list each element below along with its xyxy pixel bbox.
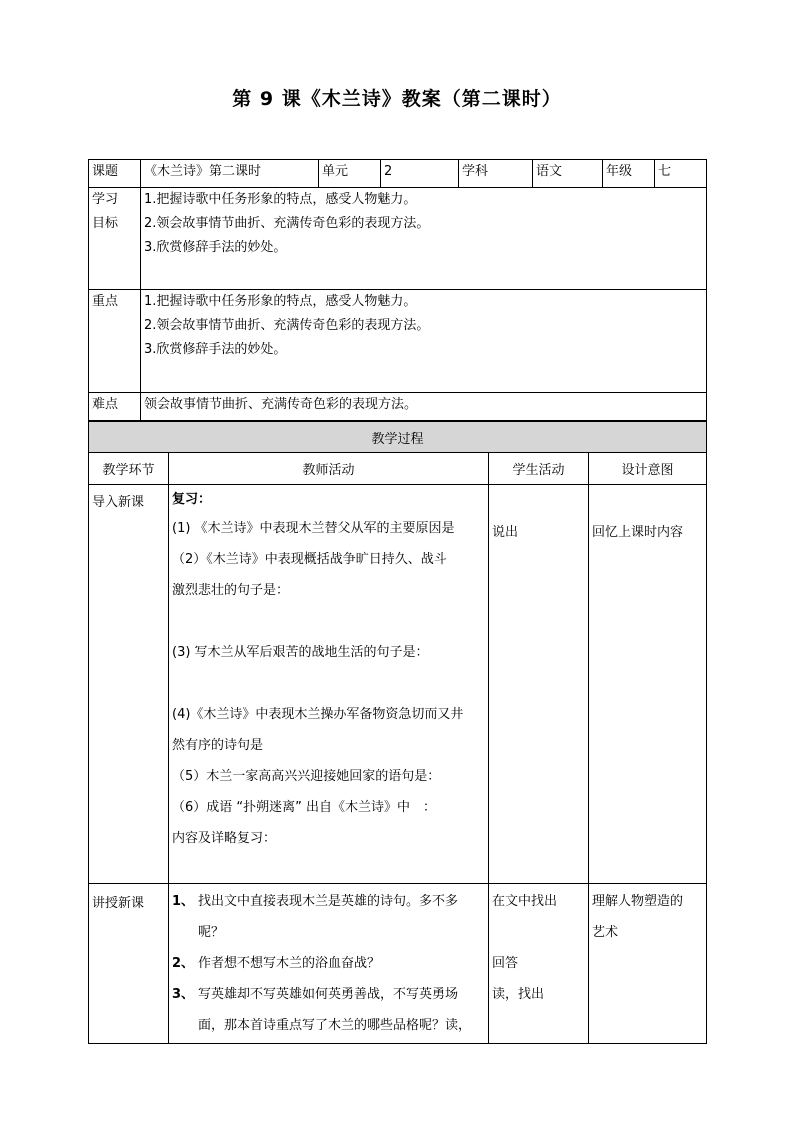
column-header: 学生活动 xyxy=(489,453,589,485)
new-lesson-teacher-activity xyxy=(169,884,489,1044)
page-title: 第 9 课《木兰诗》教案（第二课时） xyxy=(232,88,562,110)
process-column-headers xyxy=(89,453,707,485)
key-points-row xyxy=(89,290,707,393)
review-heading: 复习： xyxy=(172,492,212,507)
key-points-content xyxy=(141,290,707,393)
question-line: (1) 《木兰诗》中表现木兰替父从军的主要原因是 xyxy=(172,521,455,536)
goal-item: 1.把握诗歌中任务形象的特点，感受人物魅力。 xyxy=(144,192,417,207)
goal-item: 3.欣赏修辞手法的妙处。 xyxy=(144,240,287,255)
info-row xyxy=(89,160,707,188)
task-item: 3、 写英雄却不写英雄如何英勇善战，不写英勇场 xyxy=(172,987,459,1002)
teaching-process-table xyxy=(88,421,707,1044)
key-point-item: 2.领会故事情节曲折、充满传奇色彩的表现方法。 xyxy=(144,318,430,333)
question-line: （2）《木兰诗》中表现概括战争旷日持久、战斗 xyxy=(172,552,447,567)
question-line: (3) 写木兰从军后艰苦的战地生活的句子是： xyxy=(172,645,429,660)
task-item: 2、 作者想不想写木兰的浴血奋战？ xyxy=(172,956,381,971)
difficulty-label: 难点 xyxy=(89,393,141,421)
difficulty-value: 领会故事情节曲折、充满传奇色彩的表现方法。 xyxy=(141,393,707,421)
question-line: （6）成语 “扑朔迷离” 出自《木兰诗》中 ： xyxy=(172,800,437,815)
intro-teacher-activity xyxy=(169,485,489,884)
goal-item: 2.领会故事情节曲折、充满传奇色彩的表现方法。 xyxy=(144,216,430,231)
grade-value: 七 xyxy=(655,160,707,188)
task-item: 呢？ xyxy=(198,925,225,940)
task-item: 1、 找出文中直接表现木兰是英雄的诗句。多不多 xyxy=(172,894,459,909)
unit-value: 2 xyxy=(381,160,459,188)
column-header: 设计意图 xyxy=(589,453,707,485)
topic-value: 《木兰诗》第二课时 xyxy=(141,160,319,188)
new-lesson-design-intent: 理解人物塑造的 艺术 xyxy=(589,884,707,1044)
subject-value: 语文 xyxy=(533,160,603,188)
column-header: 教师活动 xyxy=(169,453,489,485)
goals-row xyxy=(89,188,707,290)
subject-label: 学科 xyxy=(459,160,533,188)
question-line: 激烈悲壮的句子是： xyxy=(172,583,290,598)
blank-line xyxy=(172,668,485,699)
new-lesson-student-activity: 在文中找出 回答 读，找出 xyxy=(489,884,589,1044)
goals-label: 学习 目标 xyxy=(89,188,141,290)
question-line: （5）木兰一家高高兴兴迎接她回家的语句是： xyxy=(172,769,441,784)
intro-design-intent: 回忆上课时内容 xyxy=(589,485,707,884)
task-item: 面，那本首诗重点写了木兰的哪些品格呢？读， xyxy=(198,1018,472,1033)
question-line: 内容及详略复习： xyxy=(172,831,277,846)
question-line: 然有序的诗句是 xyxy=(172,738,264,753)
lesson-info-table xyxy=(88,159,707,421)
intro-row xyxy=(89,485,707,884)
goals-content xyxy=(141,188,707,290)
unit-label: 单元 xyxy=(319,160,381,188)
difficulty-row xyxy=(89,393,707,421)
topic-label: 课题 xyxy=(89,160,141,188)
key-point-item: 3.欣赏修辞手法的妙处。 xyxy=(144,342,287,357)
blank-line xyxy=(172,606,485,637)
key-points-label: 重点 xyxy=(89,290,141,393)
grade-label: 年级 xyxy=(603,160,655,188)
new-lesson-stage: 讲授新课 xyxy=(89,884,169,1044)
key-point-item: 1.把握诗歌中任务形象的特点，感受人物魅力。 xyxy=(144,294,417,309)
question-line: (4)《木兰诗》中表现木兰操办军备物资急切而又井 xyxy=(172,707,464,722)
new-lesson-row xyxy=(89,884,707,1044)
intro-stage: 导入新课 xyxy=(89,485,169,884)
process-header: 教学过程 xyxy=(89,422,707,453)
intro-student-activity: 说出 xyxy=(489,485,589,884)
column-header: 教学环节 xyxy=(89,453,169,485)
